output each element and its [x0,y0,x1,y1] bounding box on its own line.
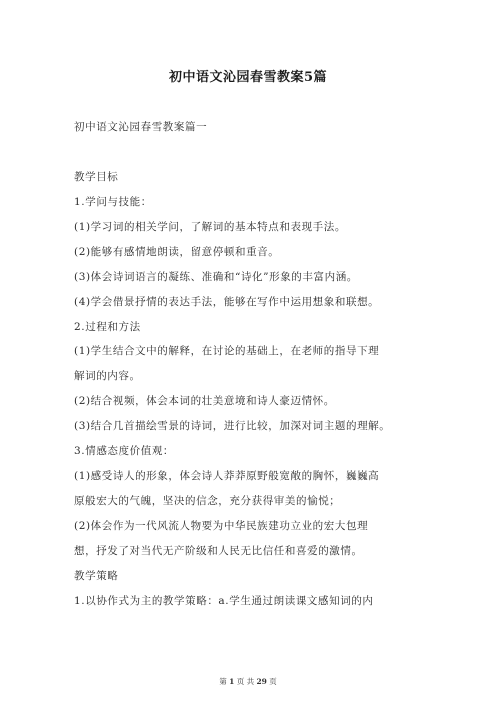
paragraph-line: 原般宏大的气魄，坚决的信念，充分获得审美的愉悦； [74,495,341,507]
footer-suffix: 页 [269,677,277,686]
paragraph-line: (4)学会借景抒情的表达手法，能够在写作中运用想象和联想。 [74,296,380,308]
paragraph-line: 教学目标 [74,171,119,183]
paragraph-line: (2)结合视频，体会本词的壮美意境和诗人豪迈情怀。 [74,395,335,407]
section-heading: 初中语文沁园春雪教案篇一 [74,121,208,133]
current-page-number: 1 [229,677,235,686]
paragraph-line: 1.学问与技能： [74,196,152,208]
paragraph-line: 2.过程和方法 [74,321,141,333]
page-number-footer [0,676,496,687]
footer-prefix: 第 [219,677,227,686]
total-page-count: 29 [256,677,267,686]
paragraph-line: (1)学生结合文中的解释，在讨论的基础上，在老师的指导下理 [74,345,380,357]
paragraph-line: 3.情感态度价值观： [74,445,175,457]
paragraph-line: (1)学习词的相关学问，了解词的基本特点和表现手法。 [74,221,346,233]
paragraph-line: 1.以协作式为主的教学策略：a.学生通过朗读课文感知词的内 [74,595,374,607]
footer-middle: 页 共 [236,677,255,686]
paragraph-line: (2)能够有感情地朗读，留意停顿和重音。 [74,246,280,258]
document-title: 初中语文沁园春雪教案5篇 [168,70,328,85]
paragraph-line: (3)结合几首描绘雪景的诗词，进行比较，加深对词主题的理解。 [74,420,391,432]
paragraph-line: (1)感受诗人的形象，体会诗人莽莽原野般宽敞的胸怀，巍巍高 [74,470,380,482]
paragraph-line: (2)体会作为一代风流人物要为中华民族建功立业的宏大包理 [74,520,369,532]
paragraph-line: (3)体会诗词语言的凝练、准确和“诗化”形象的丰富内涵。 [74,271,358,283]
paragraph-line: 解词的内容。 [74,370,141,382]
paragraph-line: 教学策略 [74,570,119,582]
paragraph-line: 想，抒发了对当代无产阶级和人民无比信任和喜爱的激情。 [74,545,363,557]
